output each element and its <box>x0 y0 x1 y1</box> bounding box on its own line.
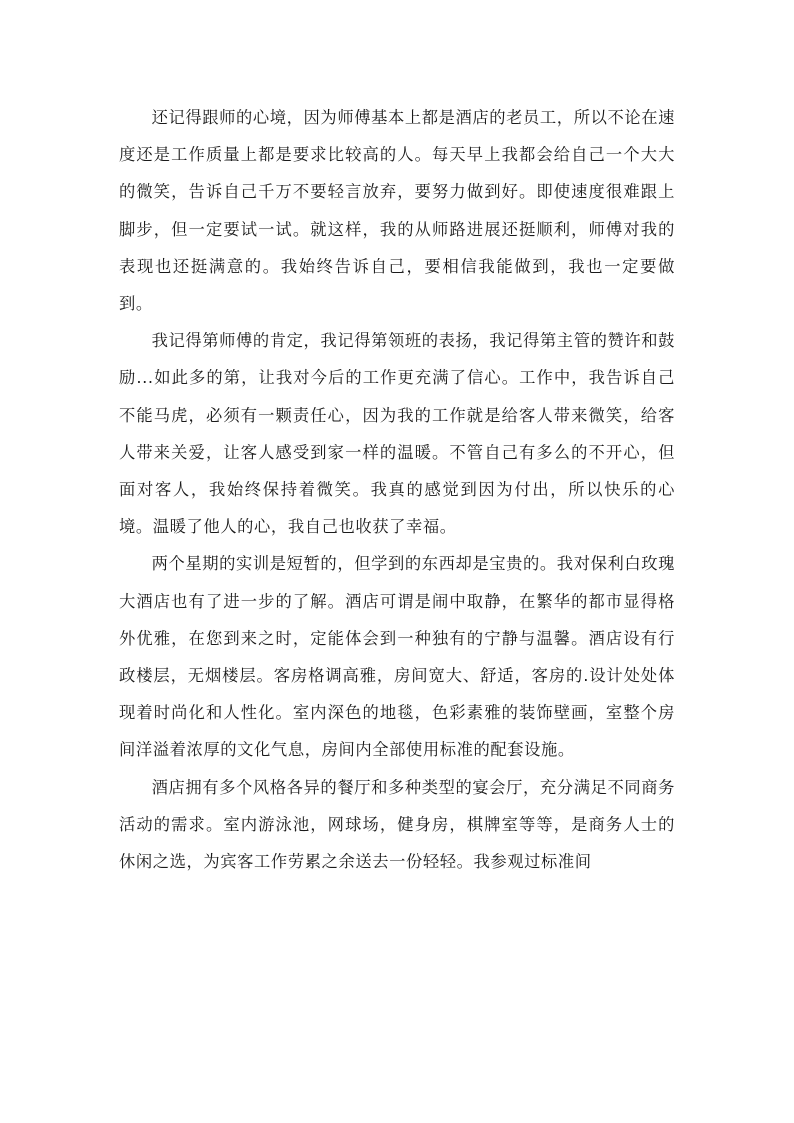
paragraph-4: 酒店拥有多个风格各异的餐厅和多种类型的宴会厅，充分满足不同商务活动的需求。室内游泳池，网球场，健身房，棋牌室等等，是商务人士的休闲之选，为宾客工作劳累之余送去一份轻轻。我参观过标准间 <box>119 777 675 872</box>
document-body <box>119 99 675 880</box>
paragraph-2: 我记得第师傅的肯定，我记得第领班的表扬，我记得第主管的赞许和鼓励...如此多的第，让我对今后的工作更充满了信心。工作中，我告诉自己不能马虎，必须有一颗责任心，因为我的工作就是给客人带来微笑，给客人带来关爱，让客人感受到家一样的温暖。不管自己有多么的不开心，但面对客人，我始终保持着微笑。我真的感觉到因为付出，所以快乐的心境。温暖了他人的心，我自己也收获了幸福。 <box>119 331 675 537</box>
paragraph-1: 还记得跟师的心境，因为师傅基本上都是酒店的老员工，所以不论在速度还是工作质量上都是要求比较高的人。每天早上我都会给自己一个大大的微笑，告诉自己千万不要轻言放弃，要努力做到好。即使速度很难跟上脚步，但一定要试一试。就这样，我的从师路进展还挺顺利，师傅对我的表现也还挺满意的。我始终告诉自己，要相信我能做到，我也一定要做到。 <box>119 108 675 314</box>
paragraph-3: 两个星期的实训是短暂的，但学到的东西却是宝贵的。我对保利白玫瑰大酒店也有了进一步的了解。酒店可谓是闹中取静，在繁华的都市显得格外优雅，在您到来之时，定能体会到一种独有的宁静与温馨。酒店设有行政楼层，无烟楼层。客房格调高雅，房间宽大、舒适，客房的.设计处处体现着时尚化和人性化。室内深色的地毯，色彩素雅的装饰壁画，室整个房间洋溢着浓厚的文化气息，房间内全部使用标准的配套设施。 <box>119 554 675 760</box>
